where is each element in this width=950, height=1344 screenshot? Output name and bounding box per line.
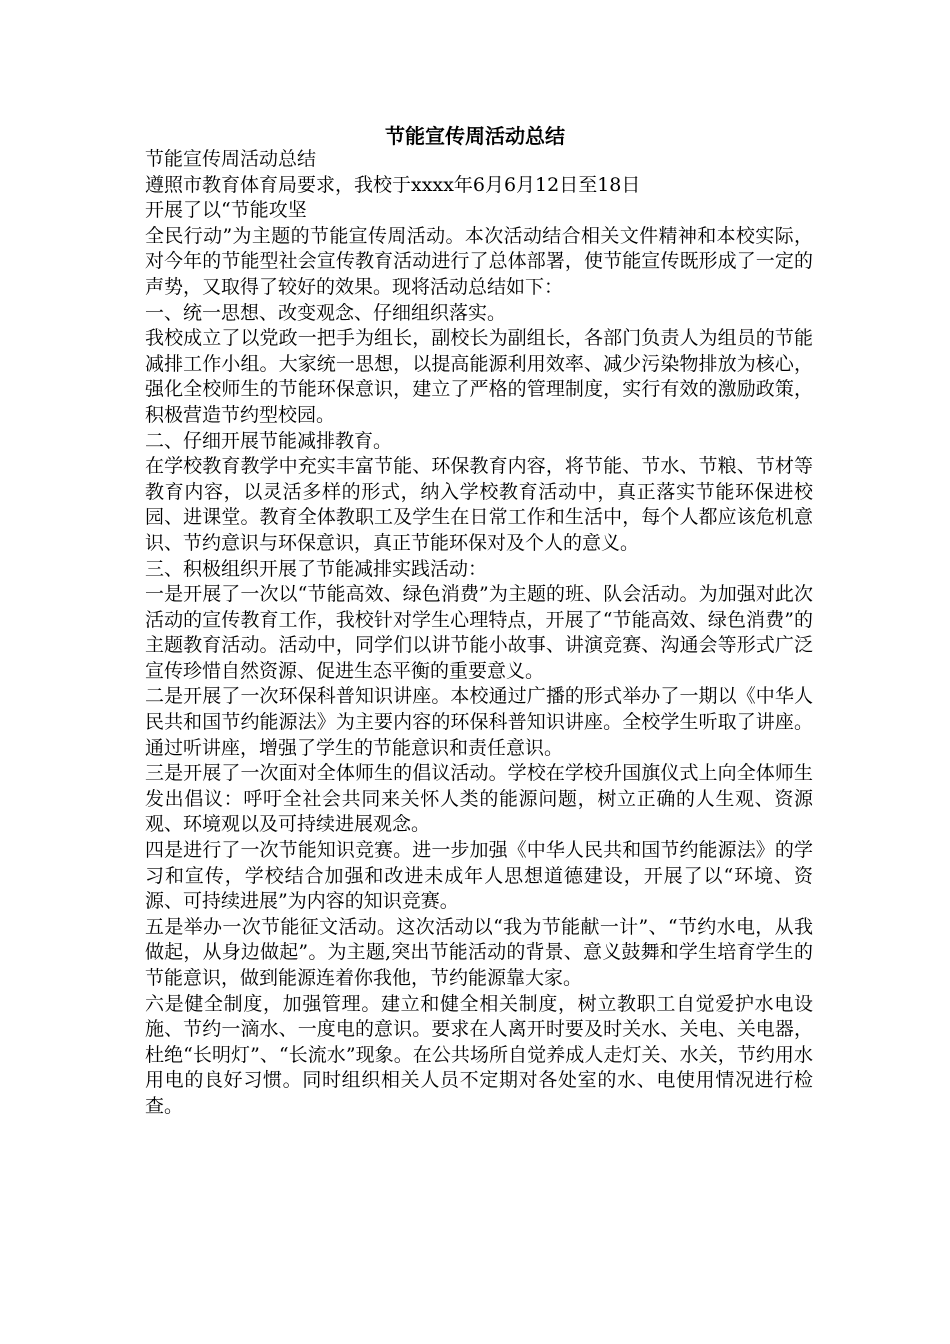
section-heading: 三、积极组织开展了节能减排实践活动：	[145, 557, 488, 580]
paragraph: 六是健全制度，加强管理。建立和健全相关制度，树立教职工自觉爱护水电设施、节约一滴水、一度电的意识。要求在人离开时要及时关水、关电、关电器，杜绝“长明灯”、“长流水”现象。在公共场所自觉养成人走灯关、水关，节约用水用电的良好习惯。同时组织相关人员不定期对各处室的水、电使用情况进行检查。	[145, 992, 813, 1117]
paragraph: 我校成立了以党政一把手为组长，副校长为副组长，各部门负责人为组员的节能减排工作小组。大家统一思想，以提高能源利用效率、减少污染物排放为核心，强化全校师生的节能环保意识，建立了严格的管理制度，实行有效的激励政策，积极营造节约型校园。	[145, 327, 813, 426]
paragraph: 开展了以“节能攻坚	[145, 199, 307, 222]
paragraph: 遵照市教育体育局要求，我校于xxxx年6月6月12日至18日	[145, 173, 641, 196]
document-body	[145, 147, 813, 1120]
section-heading: 二、仔细开展节能减排教育。	[145, 429, 393, 452]
paragraph: 五是举办一次节能征文活动。这次活动以“我为节能献一计”、“节约水电，从我做起，从身边做起”。为主题,突出节能活动的背景、意义鼓舞和学生培育学生的节能意识，做到能源连着你我他，节约能源靠大家。	[145, 915, 813, 989]
paragraph: 全民行动”为主题的节能宣传周活动。本次活动结合相关文件精神和本校实际，对今年的节能型社会宣传教育活动进行了总体部署，使节能宣传既形成了一定的声势，又取得了较好的效果。现将活动总结如下：	[145, 224, 813, 298]
section-heading: 一、统一思想、改变观念、仔细组织落实。	[145, 301, 507, 324]
paragraph: 二是开展了一次环保科普知识讲座。本校通过广播的形式举办了一期以《中华人民共和国节约能源法》为主要内容的环保科普知识讲座。全校学生听取了讲座。通过听讲座，增强了学生的节能意识和责任意识。	[145, 685, 813, 759]
document-title: 节能宣传周活动总结	[385, 124, 565, 148]
paragraph: 三是开展了一次面对全体师生的倡议活动。学校在学校升国旗仪式上向全体师生发出倡议：呼吁全社会共同来关怀人类的能源问题，树立正确的人生观、资源观、环境观以及可持续进展观念。	[145, 762, 813, 836]
paragraph: 一是开展了一次以“节能高效、绿色消费”为主题的班、队会活动。为加强对此次活动的宣传教育工作，我校针对学生心理特点，开展了“节能高效、绿色消费”的主题教育活动。活动中，同学们以讲节能小故事、讲演竞赛、沟通会等形式广泛宣传珍惜自然资源、促进生态平衡的重要意义。	[145, 583, 813, 682]
paragraph: 四是进行了一次节能知识竞赛。进一步加强《中华人民共和国节约能源法》的学习和宣传，学校结合加强和改进未成年人思想道德建设，开展了以“环境、资源、可持续进展”为内容的知识竞赛。	[145, 839, 813, 913]
paragraph: 节能宣传周活动总结	[145, 148, 317, 170]
paragraph: 在学校教育教学中充实丰富节能、环保教育内容，将节能、节水、节粮、节材等教育内容，以灵活多样的形式，纳入学校教育活动中，真正落实节能环保进校园、进课堂。教育全体教职工及学生在日常工作和生活中，每个人都应该危机意识、节约意识与环保意识，真正节能环保对及个人的意义。	[145, 455, 813, 554]
